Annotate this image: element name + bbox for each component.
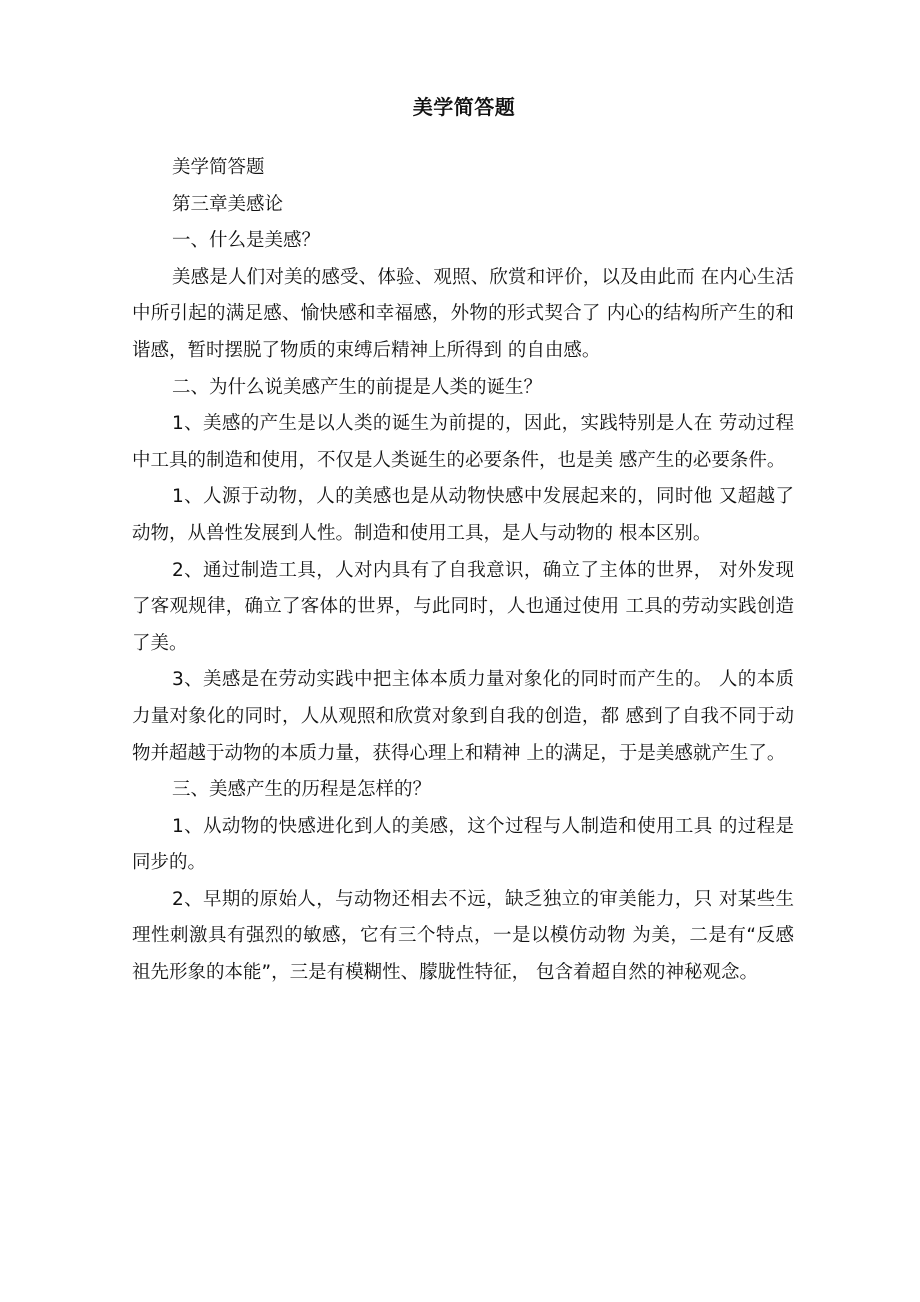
subtitle: 美学简答题 [172, 157, 265, 178]
answer-2-point-2: 2、通过制造工具，人对内具有了自我意识，确立了主体的世界， 对外发现了客观规律，确立了客体的世界，与此同时，人也通过使用 工具的劳动实践创造了美。 [132, 559, 794, 654]
answer-3-point-2: 2、早期的原始人，与动物还相去不远，缺乏独立的审美能力，只 对某些生理性刺激具有强烈的敏感，它有三个特点，一是以模仿动物 为美，二是有“反感祖先形象的本能”，三是有模糊性、朦胧性特征， 包含着超自然的神秘观念。 [132, 888, 794, 984]
answer-3-point-1: 1、从动物的快感进化到人的美感，这个过程与人制造和使用工具 的过程是同步的。 [132, 815, 794, 874]
question-3: 三、美感产生的历程是怎样的？ [172, 779, 432, 801]
answer-2-point-1: 1、人源于动物，人的美感也是从动物快感中发展起来的，同时他 又超越了动物，从兽性发展到人性。制造和使用工具，是人与动物的 根本区别。 [132, 486, 794, 544]
answer-1: 美感是人们对美的感受、体验、观照、欣赏和评价，以及由此而 在内心生活中所引起的满足感、愉快感和幸福感，外物的形式契合了 内心的结构所产生的和谐感，暂时摆脱了物质的束缚后精神上所得到 的自由感。 [132, 266, 794, 361]
document-body [132, 150, 794, 992]
question-2: 二、为什么说美感产生的前提是人类的诞生？ [172, 376, 543, 398]
question-1: 一、什么是美感？ [172, 230, 321, 252]
chapter-heading: 第三章美感论 [172, 193, 284, 215]
document-title: 美学简答题 [412, 95, 516, 119]
answer-2-point-3: 3、美感是在劳动实践中把主体本质力量对象化的同时而产生的。 人的本质力量对象化的同时，人从观照和欣赏对象到自我的创造，都 感到了自我不同于动物并超越于动物的本质力量，获得心理上和精神 上的满足，于是美感就产生了。 [132, 669, 794, 764]
answer-2-intro: 1、美感的产生是以人类的诞生为前提的，因此，实践特别是人在 劳动过程中工具的制造和使用，不仅是人类诞生的必要条件，也是美 感产生的必要条件。 [132, 413, 794, 471]
